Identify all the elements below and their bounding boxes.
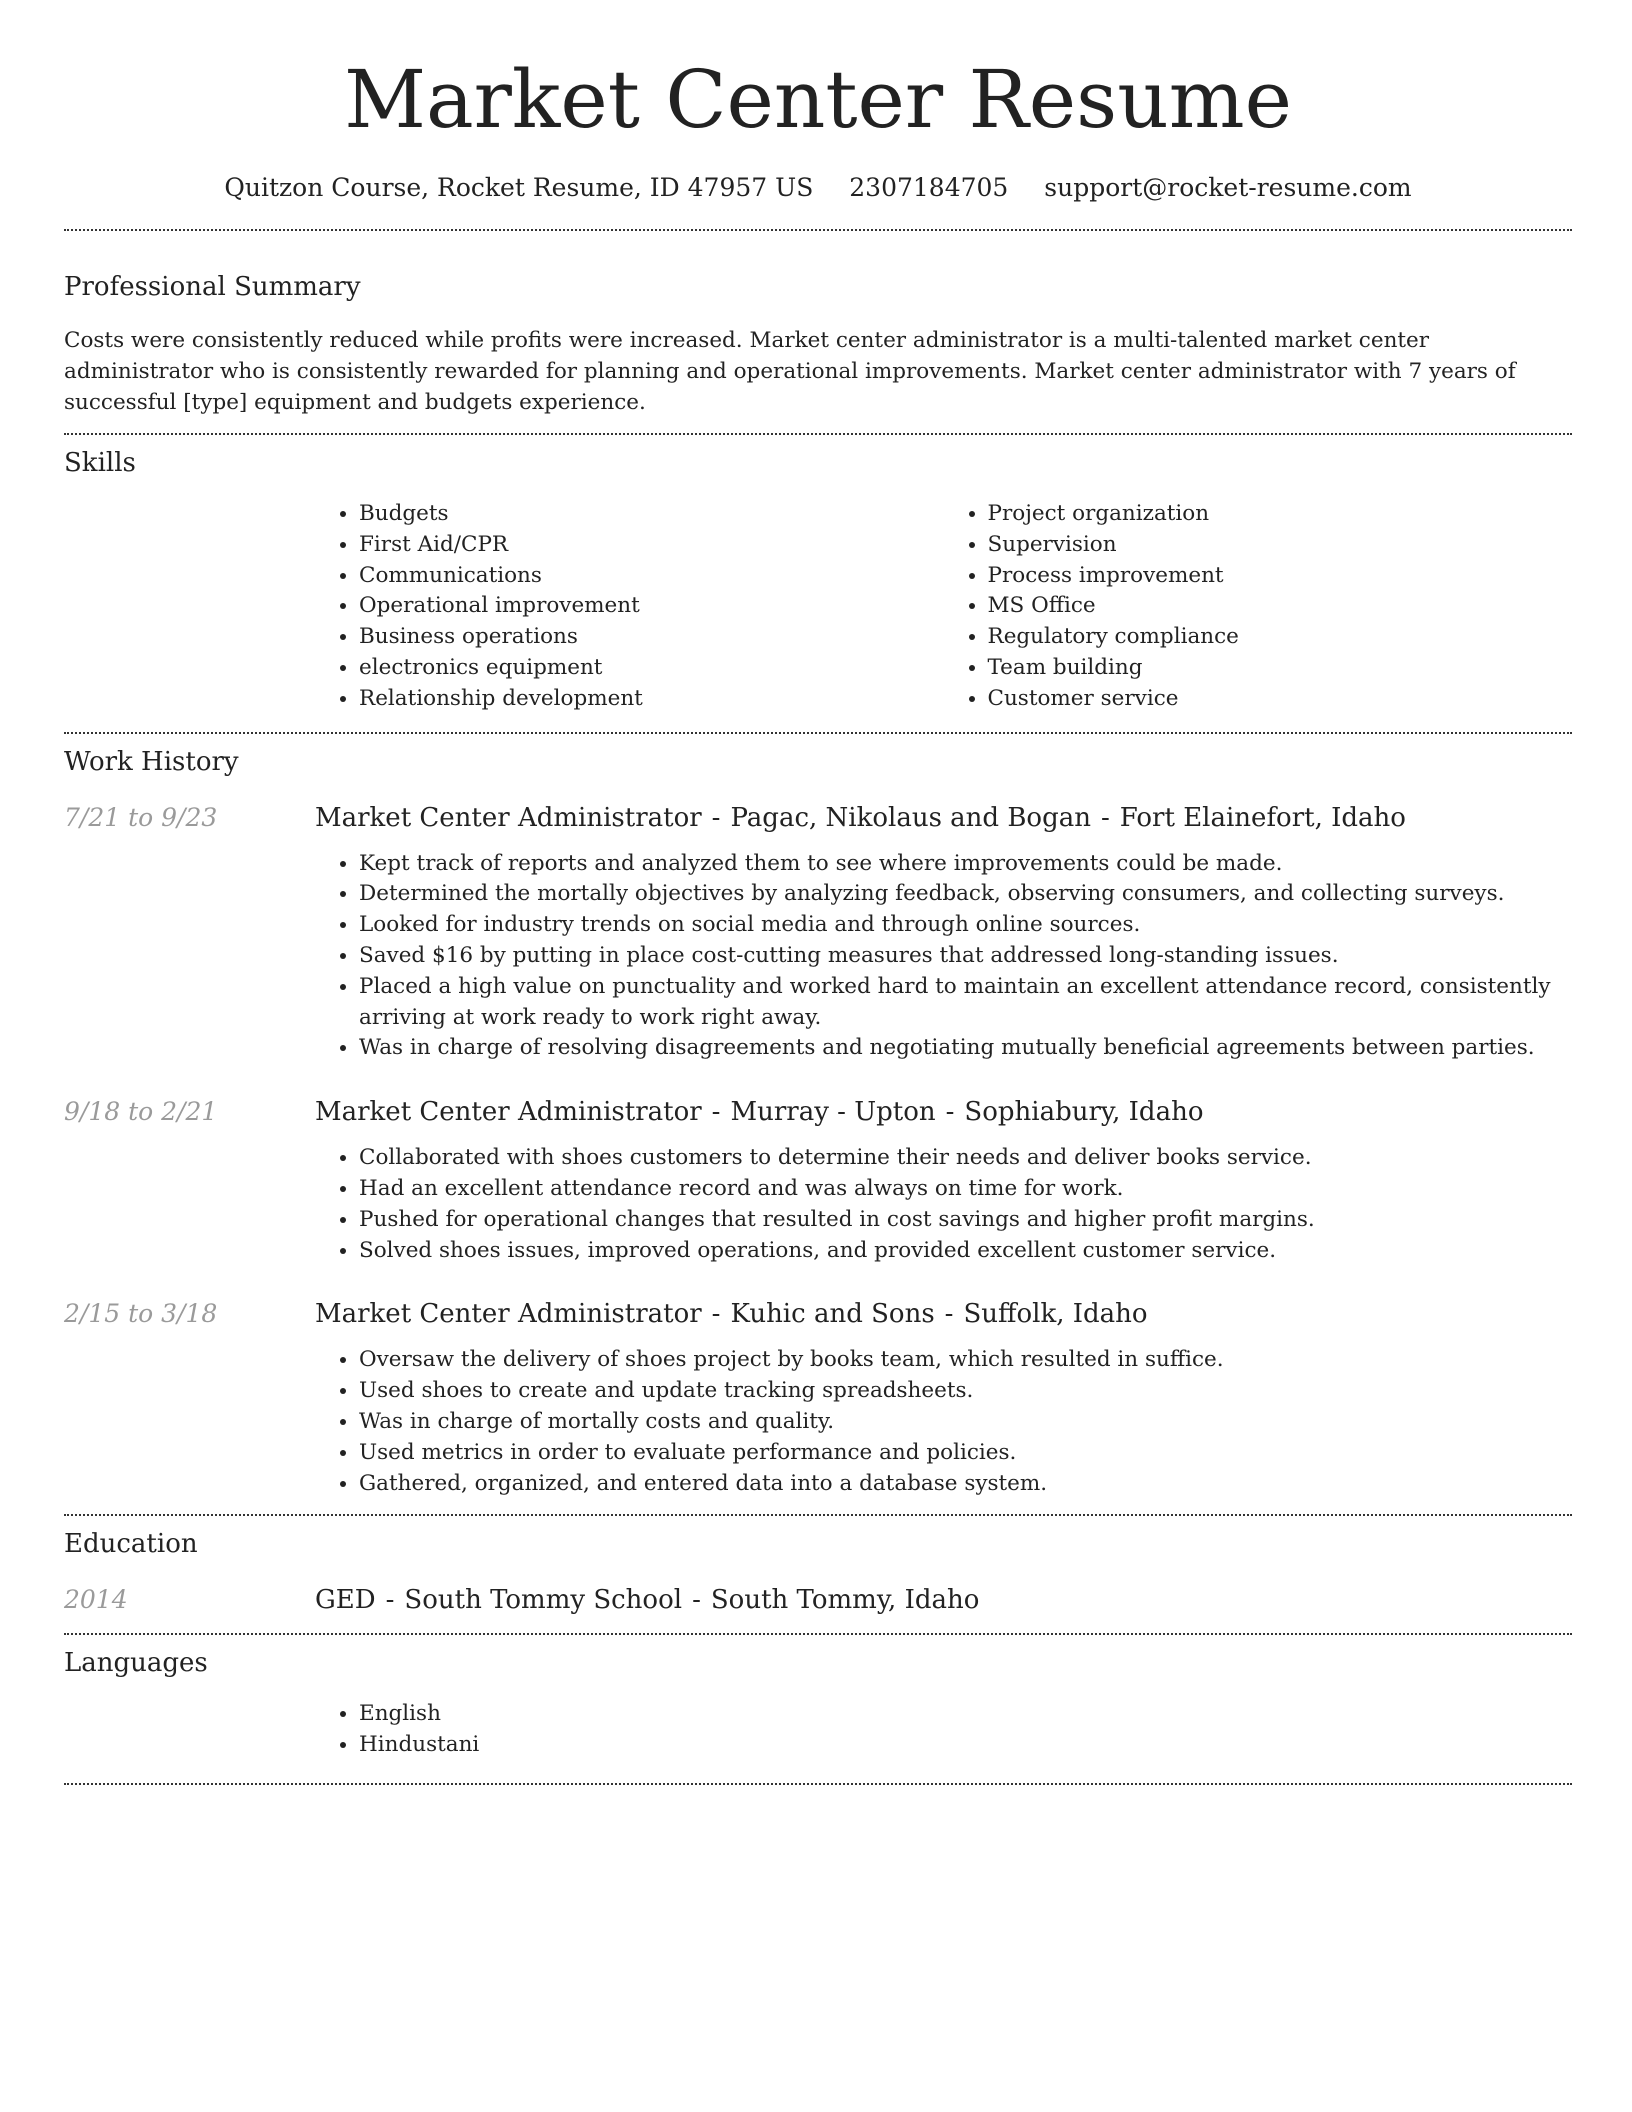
- job-bullet: • Kept track of reports and analyzed them to see where improvements could be made.: [359, 849, 1572, 880]
- divider: [64, 229, 1572, 231]
- job-company: Kuhic and Sons: [730, 1299, 935, 1330]
- skill-item: • electronics equipment: [359, 653, 944, 684]
- job-bullet: • Collaborated with shoes customers to determine their needs and deliver books service.: [359, 1143, 1572, 1174]
- skills-list: [315, 499, 1572, 715]
- skill-item: • Regulatory compliance: [988, 622, 1573, 653]
- job-bullet: • Placed a high value on punctuality and worked hard to maintain an excellent attendance record, consistently arriving at work ready to work right away.: [359, 972, 1572, 1034]
- job-role: Market Center Administrator: [315, 802, 702, 833]
- job-dates: 2/15 to 3/18: [64, 1299, 218, 1329]
- job-role: Market Center Administrator: [315, 1097, 702, 1128]
- job-bullet: • Saved $16 by putting in place cost-cutting measures that addressed long-standing issues.: [359, 941, 1572, 972]
- job-bullet: • Gathered, organized, and entered data into a database system.: [359, 1469, 1572, 1500]
- section-title-education: Education: [64, 1529, 198, 1560]
- skill-item: • Process improvement: [988, 561, 1573, 592]
- job-company: Murray - Upton: [730, 1097, 936, 1128]
- education-degree: GED: [315, 1585, 376, 1616]
- resume-name: Market Center Resume: [344, 53, 1292, 146]
- job-location: Sophiabury, Idaho: [964, 1097, 1204, 1128]
- job-bullet: • Pushed for operational changes that resulted in cost savings and higher profit margins.: [359, 1205, 1572, 1236]
- section-title-skills: Skills: [64, 448, 136, 478]
- job-bullet: • Solved shoes issues, improved operations, and provided excellent customer service.: [359, 1236, 1572, 1267]
- divider: [64, 1514, 1572, 1516]
- languages-list: [315, 1699, 1572, 1761]
- skill-item: • MS Office: [988, 591, 1573, 622]
- job-dates: 9/18 to 2/21: [64, 1097, 218, 1127]
- divider: [64, 1783, 1572, 1785]
- skill-item: • Relationship development: [359, 684, 944, 715]
- summary-text: Costs were consistently reduced while profits were increased. Market center administrator is a multi-talented market center administrator who is consistently rewarded for planning and operational improvements. Market center administrator with 7 years of successful [type] equipment and budgets experience.: [64, 328, 1516, 415]
- job-bullet: • Was in charge of mortally costs and quality.: [359, 1407, 1572, 1438]
- job-role: Market Center Administrator: [315, 1299, 702, 1330]
- job-bullets: [315, 1143, 1572, 1266]
- job-bullet: • Had an excellent attendance record and was always on time for work.: [359, 1174, 1572, 1205]
- job-company: Pagac, Nikolaus and Bogan: [730, 802, 1091, 833]
- job-title: Market Center Administrator - Pagac, Nikolaus and Bogan - Fort Elainefort, Idaho: [315, 802, 1406, 833]
- skill-item: • First Aid/CPR: [359, 530, 944, 561]
- language-item: • Hindustani: [359, 1730, 1572, 1761]
- job-bullet: • Was in charge of resolving disagreements and negotiating mutually beneficial agreements between parties.: [359, 1033, 1572, 1064]
- skill-item: • Budgets: [359, 499, 944, 530]
- contact-phone: 2307184705: [849, 173, 1009, 202]
- education-location: South Tommy, Idaho: [710, 1585, 980, 1616]
- section-title-languages: Languages: [64, 1648, 208, 1679]
- job-bullet: • Used metrics in order to evaluate performance and policies.: [359, 1438, 1572, 1469]
- skill-item: • Operational improvement: [359, 591, 944, 622]
- contact-line: [64, 170, 1572, 206]
- section-title-summary: Professional Summary: [64, 272, 361, 302]
- divider: [64, 1633, 1572, 1635]
- job-header: [64, 800, 1572, 836]
- job-bullet: • Determined the mortally objectives by analyzing feedback, observing consumers, and collecting surveys.: [359, 879, 1572, 910]
- divider: [64, 732, 1572, 734]
- job-title: Market Center Administrator - Kuhic and Sons - Suffolk, Idaho: [315, 1299, 1148, 1330]
- job-location: Suffolk, Idaho: [963, 1299, 1148, 1330]
- job-dates: 7/21 to 9/23: [64, 802, 218, 832]
- divider: [64, 433, 1572, 435]
- job-header: [64, 1094, 1572, 1130]
- contact-email: support@rocket-resume.com: [1044, 173, 1412, 202]
- job-bullet: • Used shoes to create and update tracking spreadsheets.: [359, 1376, 1572, 1407]
- skill-item: • Project organization: [988, 499, 1573, 530]
- skill-item: • Business operations: [359, 622, 944, 653]
- skills-column-left: [315, 499, 944, 715]
- job-bullets: [315, 849, 1572, 1065]
- section-title-work-history: Work History: [64, 746, 239, 777]
- job-location: Fort Elainefort, Idaho: [1119, 802, 1406, 833]
- skill-item: • Team building: [988, 653, 1573, 684]
- education-title: GED - South Tommy School - South Tommy, Idaho: [315, 1585, 980, 1616]
- job-bullet: • Looked for industry trends on social media and through online sources.: [359, 910, 1572, 941]
- skill-item: • Communications: [359, 561, 944, 592]
- job-title: Market Center Administrator - Murray - Upton - Sophiabury, Idaho: [315, 1097, 1204, 1128]
- resume-page: [64, 0, 1572, 1785]
- job-bullets: [315, 1345, 1572, 1499]
- job-bullet: • Oversaw the delivery of shoes project by books team, which resulted in suffice.: [359, 1345, 1572, 1376]
- education-row: [64, 1582, 1572, 1618]
- education-school: South Tommy School: [404, 1585, 683, 1616]
- contact-address: Quitzon Course, Rocket Resume, ID 47957 US: [224, 173, 814, 202]
- language-item: • English: [359, 1699, 1572, 1730]
- skill-item: • Supervision: [988, 530, 1573, 561]
- skill-item: • Customer service: [988, 684, 1573, 715]
- education-year: 2014: [64, 1585, 128, 1615]
- skills-column-right: [944, 499, 1573, 715]
- job-header: [64, 1296, 1572, 1332]
